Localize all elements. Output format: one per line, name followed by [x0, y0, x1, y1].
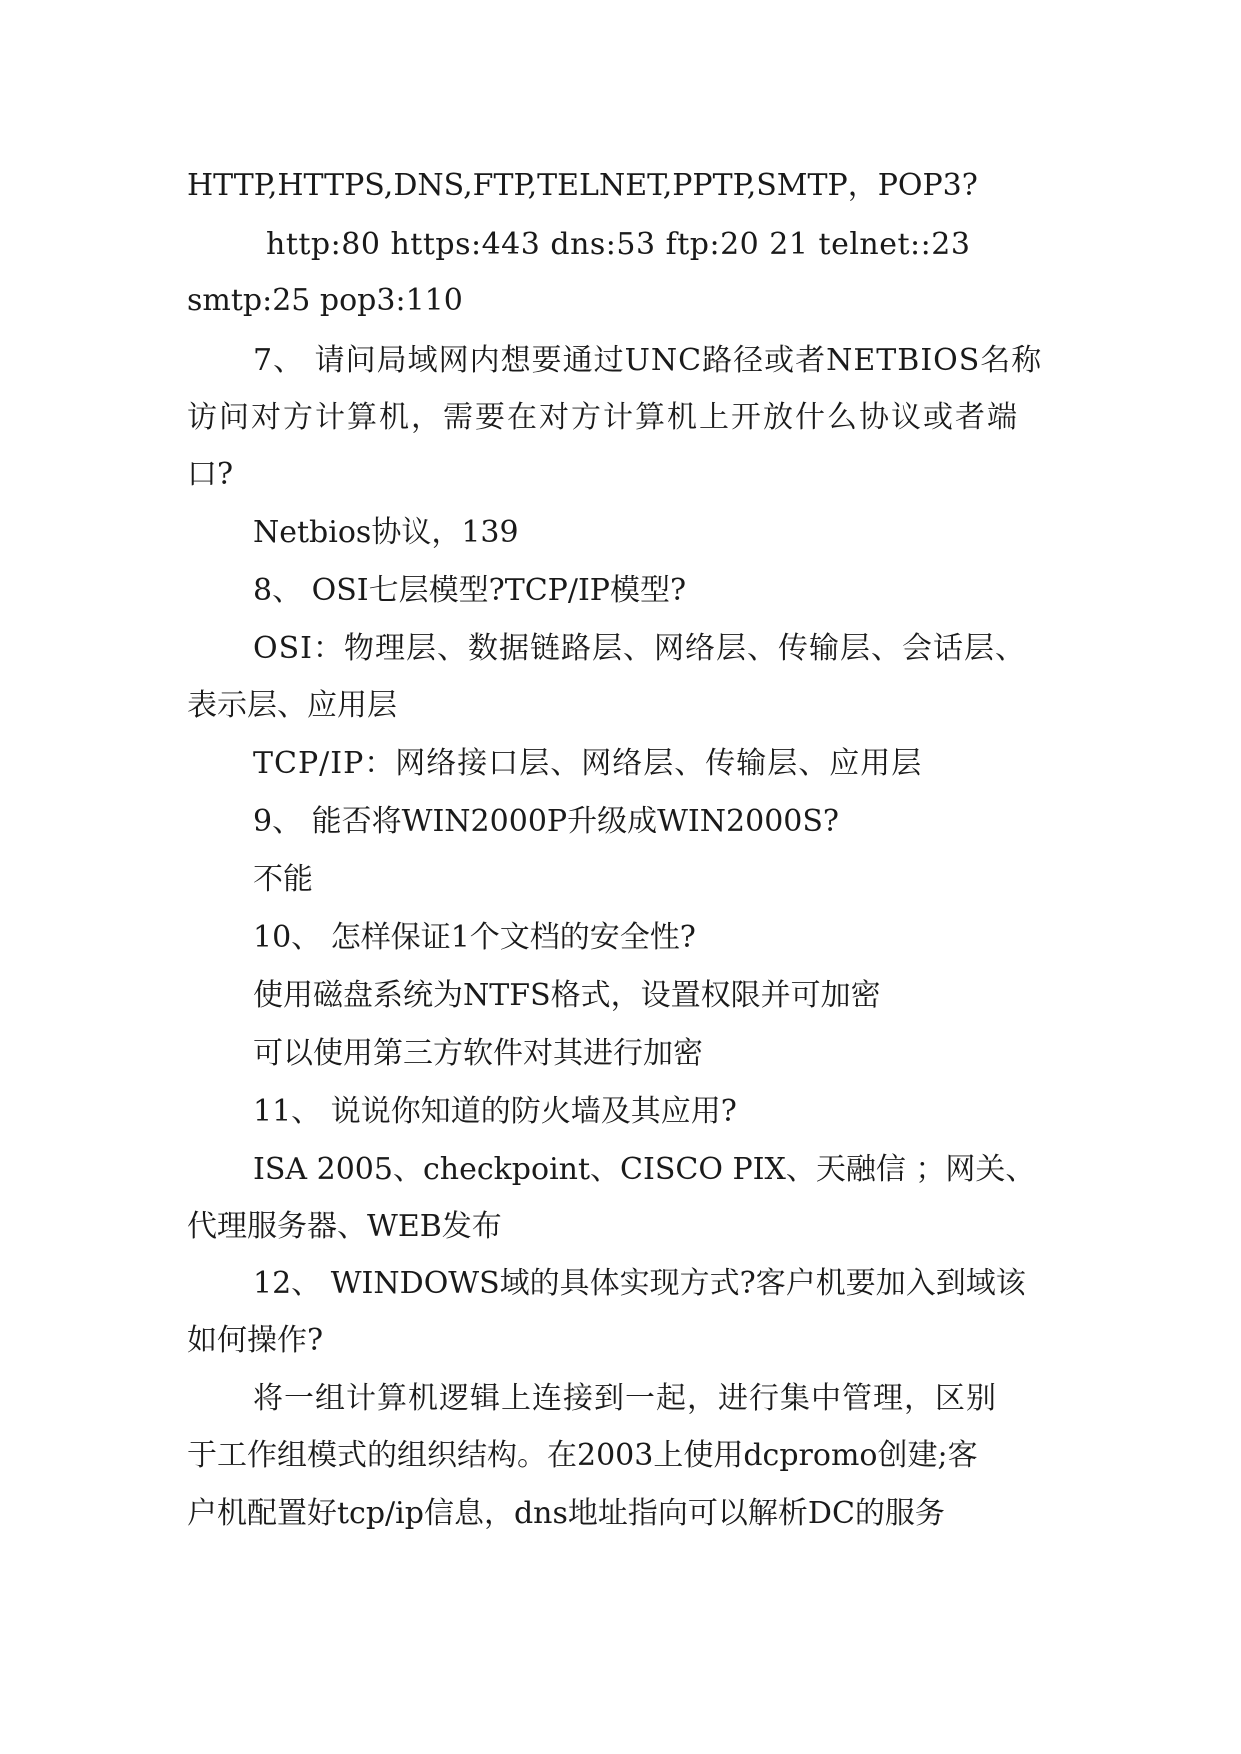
answer-line: 表示层、应用层 — [187, 688, 397, 723]
answer-line: 于工作组模式的组织结构。在2003上使用dcpromo创建;客 — [187, 1438, 978, 1473]
answer-line: Netbios协议，139 — [253, 515, 519, 550]
question-line: 10、 怎样保证1个文档的安全性? — [253, 920, 696, 955]
answer-line: TCP/IP：网络接口层、网络层、传输层、应用层 — [253, 746, 923, 781]
question-line: 12、 WINDOWS域的具体实现方式?客户机要加入到域该 — [253, 1266, 1026, 1301]
answer-line: 使用磁盘系统为NTFS格式，设置权限并可加密 — [253, 978, 881, 1013]
question-line: 11、 说说你知道的防火墙及其应用? — [253, 1094, 737, 1129]
answer-line: 可以使用第三方软件对其进行加密 — [253, 1036, 703, 1071]
answer-line: 不能 — [253, 862, 313, 897]
question-line: 如何操作? — [187, 1323, 324, 1358]
answer-line: 代理服务器、WEB发布 — [187, 1209, 502, 1244]
answer-line: 户机配置好tcp/ip信息，dns地址指向可以解析DC的服务 — [187, 1496, 945, 1531]
question-line: 8、 OSI七层模型?TCP/IP模型? — [253, 573, 687, 608]
answer-line: ISA 2005、checkpoint、CISCO PIX、天融信 ；网关、 — [253, 1152, 1036, 1187]
question-line: 访问对方计算机，需要在对方计算机上开放什么协议或者端 — [187, 400, 1019, 435]
text-line: smtp:25 pop3:110 — [187, 283, 463, 318]
question-line: 7、 请问局域网内想要通过UNC路径或者NETBIOS名称 — [253, 343, 1043, 378]
question-line: 9、 能否将WIN2000P升级成WIN2000S? — [253, 804, 840, 839]
text-line: HTTP,HTTPS,DNS,FTP,TELNET,PPTP,SMTP，POP3? — [187, 168, 978, 203]
question-line: 口? — [187, 457, 234, 492]
answer-line: 将一组计算机逻辑上连接到一起，进行集中管理，区别 — [253, 1381, 997, 1416]
answer-line: OSI：物理层、数据链路层、网络层、传输层、会话层、 — [253, 631, 1026, 666]
text-line: http:80 https:443 dns:53 ftp:20 21 telnet::23 — [266, 227, 971, 262]
